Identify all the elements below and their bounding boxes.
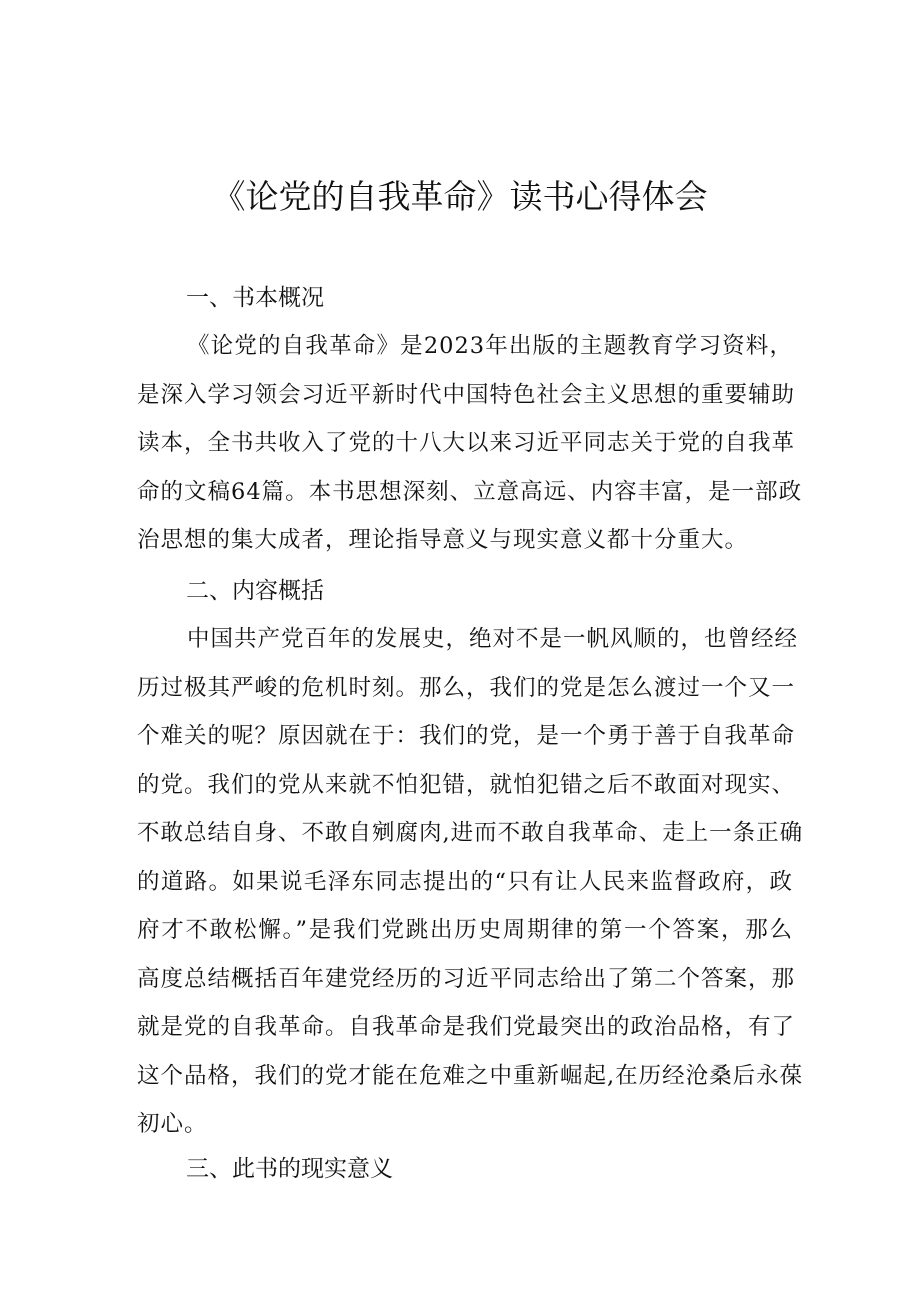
paragraph-line: 是深入学习领会习近平新时代中国特色社会主义思想的重要辅助 [137, 381, 796, 408]
paragraph-line: 的道路。如果说毛泽东同志提出的“只有让人民来监督政府，政 [137, 868, 793, 895]
paragraph-line: 这个品格，我们的党才能在危难之中重新崛起,在历经沧桑后永葆 [137, 1062, 804, 1089]
paragraph-line: 初心。 [137, 1111, 208, 1137]
paragraph-line: 中国共产党百年的发展史，绝对不是一帆风顺的，也曾经经 [187, 626, 799, 652]
paragraph-overview [137, 322, 803, 565]
section-heading-summary: 二、内容概括 [186, 578, 324, 604]
paragraph-line: 不敢总结自身、不敢自剜腐肉,进而不敢自我革命、走上一条正确 [137, 820, 804, 846]
paragraph-line: 《论党的自我革命》是2023年出版的主题教育学习资料， [187, 333, 793, 359]
paragraph-line: 命的文稿64篇。本书思想深刻、立意高远、内容丰富，是一部政 [137, 478, 803, 505]
paragraph-line: 历过极其严峻的危机时刻。那么，我们的党是怎么渡过一个又一 [137, 674, 796, 701]
paragraph-line: 高度总结概括百年建党经历的习近平同志给出了第二个答案，那 [137, 965, 796, 992]
paragraph-line: 个难关的呢？原因就在于：我们的党，是一个勇于善于自我革命 [137, 723, 796, 749]
section-heading-significance: 三、此书的现实意义 [186, 1156, 393, 1182]
paragraph-line: 治思想的集大成者，理论指导意义与现实意义都十分重大。 [137, 527, 749, 553]
section-heading-overview: 一、书本概况 [186, 285, 324, 311]
paragraph-line: 府才不敢松懈。”是我们党跳出历史周期律的第一个答案，那么 [137, 917, 793, 943]
paragraph-line: 就是党的自我革命。自我革命是我们党最突出的政治品格，有了 [137, 1014, 796, 1040]
document-title: 《论党的自我革命》读书心得体会 [212, 177, 708, 216]
paragraph-line: 的党。我们的党从来就不怕犯错，就怕犯错之后不敢面对现实、 [137, 771, 796, 798]
paragraph-line: 读本，全书共收入了党的十八大以来习近平同志关于党的自我革 [137, 430, 796, 456]
paragraph-summary [137, 615, 804, 1149]
